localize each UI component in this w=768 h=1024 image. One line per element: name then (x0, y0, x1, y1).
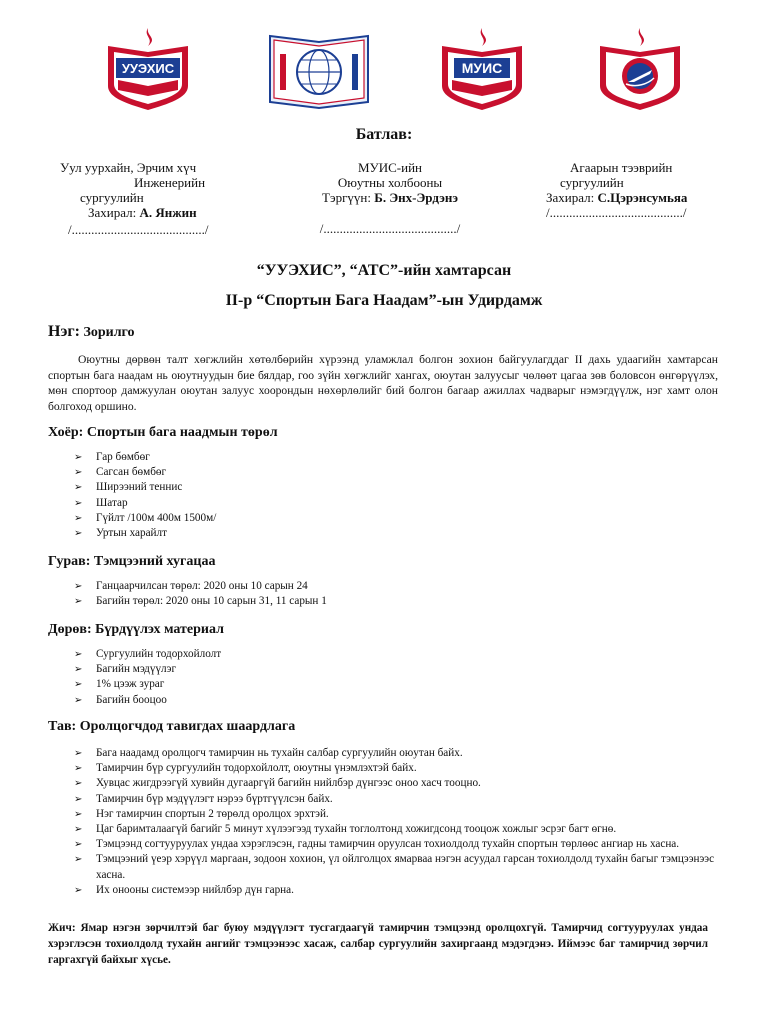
list-item: ➢ Нэг тамирчин спортын 2 төрөлд оролцох эрхтэй. (74, 807, 724, 822)
list-item: ➢ Сагсан бөмбөг (74, 465, 216, 480)
arrow-bullet-icon: ➢ (74, 596, 83, 608)
arrow-bullet-icon: ➢ (74, 452, 83, 463)
list-item: ➢ Багийн төрөл: 2020 оны 10 сарын 31, 11 сарын 1 (74, 594, 327, 609)
list-item: ➢ Тамирчин бүр сургуулийн тодорхойлолт, оюутны үнэмлэхтэй байх. (74, 761, 724, 776)
signatory-left-role: Захирал: (88, 205, 137, 220)
signatory-right (546, 160, 746, 220)
list-item: ➢ Тэмцээнд согтууруулах ундаа хэрэглэсэн, гадны тамирчин оруулсан тохиолдолд тухайн спортын төрлөөс ангиар нь хасна. (74, 837, 724, 852)
signatory-right-line2: сургуулийн (560, 175, 624, 190)
list-item: ➢ Багийн мэдүүлэг (74, 662, 221, 677)
arrow-bullet-icon: ➢ (74, 482, 83, 494)
list-item: ➢ Гүйлт /100м 400м 1500м/ (74, 511, 216, 526)
note-paragraph: Жич: Ямар нэгэн зөрчилтэй баг буюу мэдүүлэгт тусгагдаагүй тамирчин тэмцээнд оролцохгүй. Тамирчид согтууруулах ундаа хэрэглэсэн тохиолдолд тухайн ангийг тэмцээнээс хасаж, салбар сургуулийн захиргаанд мэдэгдэнэ. Иймээс баг тамирчид зөрчил гаргахгүй байхыг хүсье. (48, 922, 708, 966)
list-item: ➢ Их онооны системээр нийлбэр дүн гарна. (74, 883, 724, 898)
signatory-right-signature-line: /........................................./ (546, 205, 687, 220)
arrow-bullet-icon: ➢ (74, 694, 83, 706)
signatory-left (60, 160, 280, 237)
section1-heading (48, 323, 135, 341)
logo-globe (264, 24, 374, 114)
signatory-left-signature-line: /........................................./ (68, 222, 209, 237)
shield-aviation-logo-icon (590, 24, 690, 114)
arrow-bullet-icon: ➢ (74, 512, 83, 524)
signatory-center (300, 160, 480, 236)
signatory-center-role: Тэргүүн: (322, 190, 371, 205)
shield-book-logo-icon (98, 24, 198, 114)
arrow-bullet-icon: ➢ (74, 763, 83, 775)
section2-heading: Хоёр: Спортын бага наадмын төрөл (48, 425, 278, 440)
arrow-bullet-icon: ➢ (74, 467, 83, 479)
section1-paragraph (48, 352, 718, 414)
svg-text:УУЭХИС: УУЭХИС (121, 61, 175, 76)
arrow-bullet-icon: ➢ (74, 808, 83, 820)
logo-uuehis (98, 24, 198, 114)
list-item: ➢ Ганцаарчилсан төрөл: 2020 оны 10 сарын 24 (74, 579, 327, 594)
doc-title-line1: “УУЭХИС”, “АТС”-ийн хамтарсан (256, 262, 512, 279)
section1-title: Зорилго (83, 325, 135, 340)
materials-list (74, 647, 221, 708)
signatory-right-line1: Агаарын тээврийн (570, 160, 673, 175)
arrow-bullet-icon: ➢ (74, 649, 83, 660)
signatory-center-name: Б. Энх-Эрдэнэ (374, 190, 458, 205)
globe-book-logo-icon (264, 24, 374, 114)
signatory-left-line3: сургуулийн (80, 190, 144, 205)
list-item: ➢ Бага наадамд оролцогч тамирчин нь тухайн салбар сургуулийн оюутан байх. (74, 746, 724, 761)
section1-text: Оюутны дөрвөн талт хөгжлийн хөтөлбөрийн хүрээнд уламжлал болгон зохион байгуулагддаг II дахь удаагийн хамтарсан спортын бага наадам нь оюутнуудын бие бялдар, гоо зүйн хөгжлийг хангах, оюутан залуусыг чөлөөт цагаа зөв боловсон өнгөрүүлэх, мөн спортоор дамжуулан оюутан залуус хоорондын нөхөрлөлийг бий болгон багаар ажиллах чадварыг нэмэгдүүлж, нэг хамт олон болгоход оршино. (48, 353, 718, 413)
signatory-left-role-line (60, 205, 280, 220)
section1-number: Нэг: (48, 323, 80, 340)
logo-muis (432, 24, 532, 114)
arrow-bullet-icon: ➢ (74, 839, 83, 851)
list-item: ➢ 1% цээж зураг (74, 677, 221, 692)
signatory-left-line1: Уул уурхайн, Эрчим хүч (60, 160, 197, 175)
list-item: ➢ Тамирчин бүр мэдүүлэгт нэрээ бүртгүүлсэн байх. (74, 792, 724, 807)
svg-text:МУИС: МУИС (461, 60, 503, 76)
list-item: ➢ Уртын харайлт (74, 526, 216, 541)
doc-title-line2: II-р “Спортын Бага Наадам”-ын Удирдамж (225, 292, 543, 309)
competition-dates-list (74, 579, 327, 609)
logo-row (0, 24, 768, 114)
signatory-left-name: А. Янжин (139, 205, 197, 220)
list-item: ➢ Шатар (74, 496, 216, 511)
signatory-center-signature-line: /........................................./ (319, 221, 461, 236)
signatory-center-line1: МУИС-ийн (357, 160, 423, 175)
section5-heading: Тав: Оролцогчдод тавигдах шаардлага (48, 719, 296, 734)
arrow-bullet-icon: ➢ (74, 778, 83, 790)
signatory-center-line2: Оюутны холбооны (337, 175, 443, 190)
signatory-right-role: Захирал: (546, 190, 595, 205)
logo-ats (590, 24, 690, 114)
arrow-bullet-icon: ➢ (74, 824, 83, 836)
arrow-bullet-icon: ➢ (74, 748, 83, 759)
list-item: ➢ Багийн бооцоо (74, 693, 221, 708)
sport-types-list (74, 450, 216, 541)
requirements-list (74, 746, 724, 898)
section3-heading: Гурав: Тэмцээний хугацаа (48, 554, 216, 569)
list-item: ➢ Гар бөмбөг (74, 450, 216, 465)
list-item: ➢ Тэмцээний үеэр хэрүүл маргаан, зодоон хохион, үл ойлголцох ямарваа нэгэн асуудал гарсан тохиолдолд тухайн багыг тэмцээнээс хасна. (74, 853, 715, 881)
approve-heading: Батлав: (355, 126, 413, 143)
list-item: ➢ Сургуулийн тодорхойлолт (74, 647, 221, 662)
signatory-right-role-line (546, 190, 746, 205)
arrow-bullet-icon: ➢ (74, 497, 83, 509)
arrow-bullet-icon: ➢ (74, 679, 83, 691)
arrow-bullet-icon: ➢ (74, 854, 83, 866)
arrow-bullet-icon: ➢ (74, 664, 83, 676)
signatory-left-line2: Инженерийн (134, 175, 206, 190)
arrow-bullet-icon: ➢ (74, 528, 83, 540)
section4-heading: Дөрөв: Бүрдүүлэх материал (48, 622, 224, 637)
signatory-center-role-line (300, 190, 480, 205)
arrow-bullet-icon: ➢ (74, 793, 83, 805)
arrow-bullet-icon: ➢ (74, 581, 83, 592)
shield-book-logo-icon (432, 24, 532, 114)
list-item: ➢ Хувцас жигдрээгүй хувийн дугааргүй багийн нийлбэр дүнгээс оноо хасч тооцно. (74, 776, 724, 791)
signatory-right-name: С.Цэрэнсумьяа (597, 190, 688, 205)
list-item: ➢ Ширээний теннис (74, 480, 216, 495)
arrow-bullet-icon: ➢ (74, 884, 83, 896)
list-item: ➢ Цаг баримталаагүй багийг 5 минут хүлээгээд тухайн тоглолтонд хожигдсонд тооцож хожлыг эсрэг багт өгнө. (74, 822, 724, 837)
